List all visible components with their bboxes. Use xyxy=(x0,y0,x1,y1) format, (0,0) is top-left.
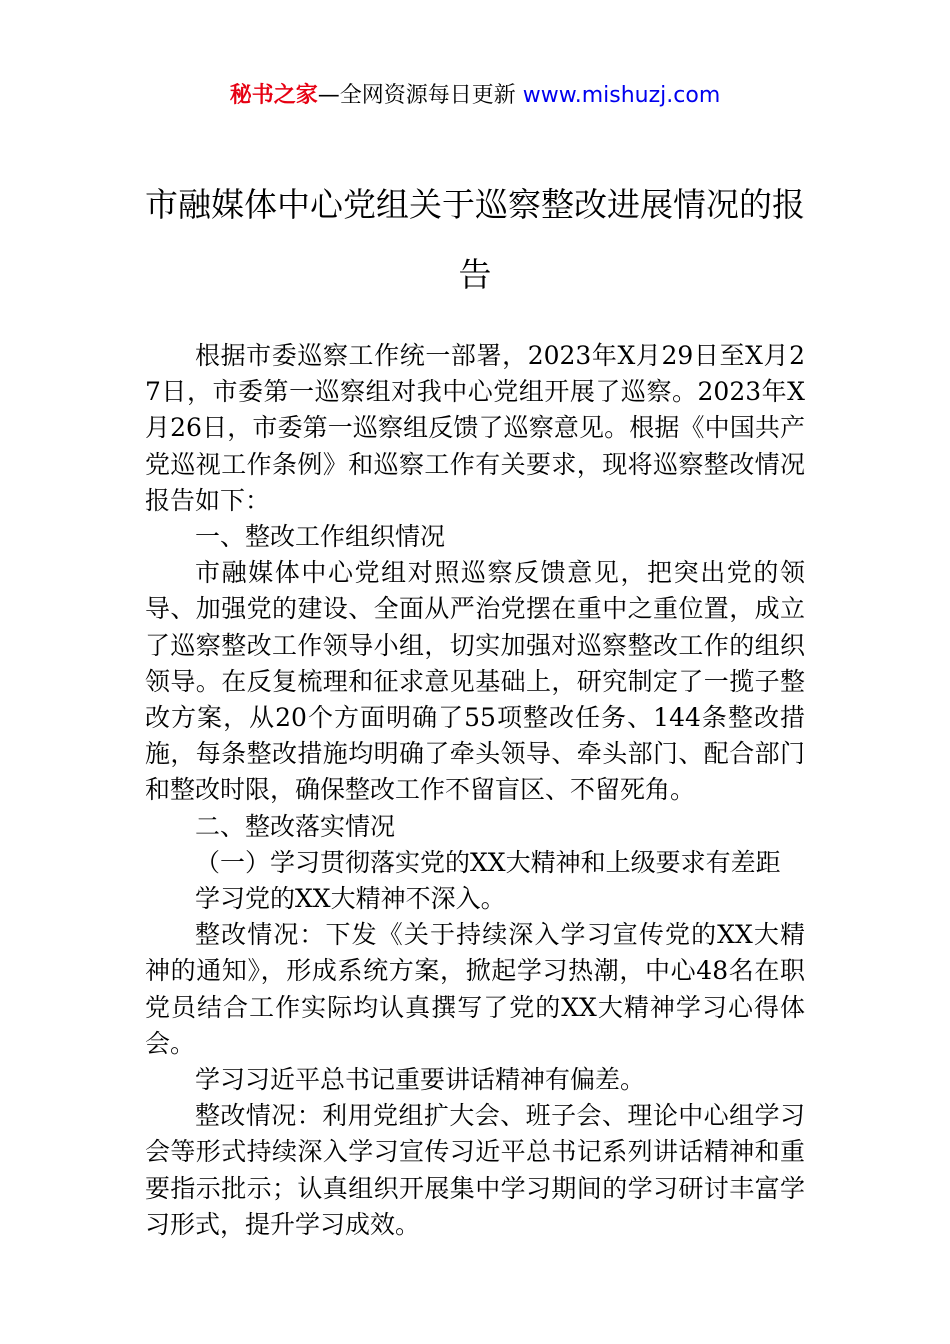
paragraph: 学习习近平总书记重要讲话精神有偏差。 xyxy=(195,1065,646,1095)
document-title: 市融媒体中心党组关于巡察整改进展情况的报告 xyxy=(145,185,805,294)
site-slogan: —全网资源每日更新 xyxy=(317,83,523,108)
paragraph: 整改情况：利用党组扩大会、班子会、理论中心组学习会等形式持续深入学习宣传习近平总书记系列讲话精神和重要指示批示；认真组织开展集中学习期间的学习研讨丰富学习形式，提升学习成效。 xyxy=(145,1101,805,1239)
document-body xyxy=(145,338,805,1243)
site-url-link[interactable]: www.mishuzj.com xyxy=(522,83,721,108)
site-brand: 秘书之家 xyxy=(229,83,318,108)
section-heading: 二、整改落实情况 xyxy=(195,811,396,841)
paragraph: 市融媒体中心党组对照巡察反馈意见，把突出党的领导、加强党的建设、全面从严治党摆在重中之重位置，成立了巡察整改工作领导小组，切实加强对巡察整改工作的组织领导。在反复梳理和征求意见基础上，研究制定了一揽子整改方案，从20个方面明确了55项整改任务、144条整改措施，每条整改措施均明确了牵头领导、牵头部门、配合部门和整改时限，确保整改工作不留盲区、不留死角。 xyxy=(145,558,805,805)
section-heading: 一、整改工作组织情况 xyxy=(195,522,446,552)
subsection-heading: （一）学习贯彻落实党的XX大精神和上级要求有差距 xyxy=(195,847,781,877)
paragraph: 根据市委巡察工作统一部署，2023年X月29日至X月27日，市委第一巡察组对我中心党组开展了巡察。2023年X月26日，市委第一巡察组反馈了巡察意见。根据《中国共产党巡视工作条例》和巡察工作有关要求，现将巡察整改情况报告如下： xyxy=(145,341,805,515)
paragraph: 学习党的XX大精神不深入。 xyxy=(195,884,506,914)
site-header xyxy=(0,80,950,112)
paragraph: 整改情况：下发《关于持续深入学习宣传党的XX大精神的通知》，形成系统方案，掀起学习热潮，中心48名在职党员结合工作实际均认真撰写了党的XX大精神学习心得体会。 xyxy=(145,920,805,1058)
